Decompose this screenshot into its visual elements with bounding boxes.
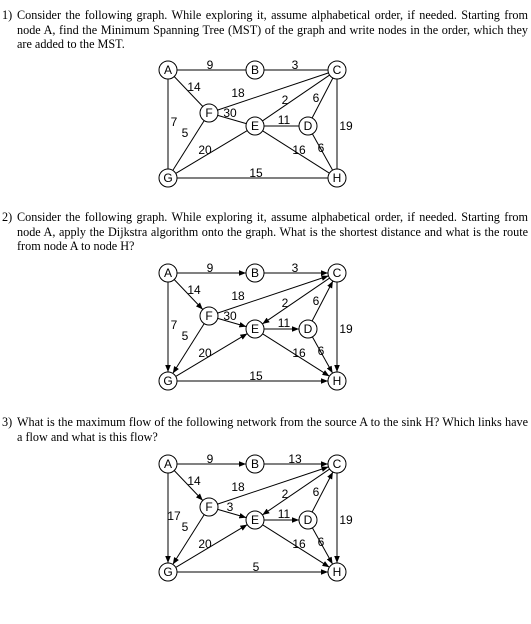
- edge-weight-g-h: 15: [249, 166, 263, 180]
- edge-weight-f-c: 18: [231, 86, 245, 100]
- question-2-text: Consider the following graph. While exploring it, assume alphabetical order, if needed. Starting from node A, apply the Dijkstra algorithm onto the graph. What is the shortest distance and what is the route from node A to node H?: [17, 210, 528, 253]
- node-label-h: H: [332, 565, 342, 579]
- question-3: [2, 415, 528, 444]
- node-b: [246, 61, 264, 79]
- question-1-number: 1): [2, 8, 13, 22]
- edge-c-e: [262, 469, 329, 515]
- edge-weight-g-h: 15: [249, 369, 263, 383]
- node-c: [328, 61, 346, 79]
- edge-weight-a-g: 17: [167, 509, 181, 523]
- node-label-h: H: [332, 374, 342, 388]
- node-label-e: E: [250, 322, 260, 336]
- edge-weight-b-c: 3: [291, 58, 299, 72]
- edge-weight-f-e: 30: [223, 106, 237, 120]
- question-1-text: Consider the following graph. While exploring it, assume alphabetical order, if needed. Starting from node A, find the Minimum Spanning Tree (MST) of the graph and write nodes in the order, which they are added to the MST.: [17, 8, 528, 51]
- node-label-g: G: [163, 565, 173, 579]
- edge-weight-c-h: 19: [339, 322, 353, 336]
- node-c: [328, 264, 346, 282]
- edge-weight-a-b: 9: [206, 58, 214, 72]
- edge-weight-e-h: 16: [292, 346, 306, 360]
- node-label-c: C: [332, 266, 342, 280]
- edge-weight-d-c: 6: [312, 485, 320, 499]
- node-label-d: D: [303, 513, 313, 527]
- edge-weight-f-c: 18: [231, 480, 245, 494]
- node-d: [299, 320, 317, 338]
- node-label-a: A: [163, 457, 173, 471]
- edge-weight-d-h: 6: [317, 141, 325, 155]
- node-f: [200, 104, 218, 122]
- node-b: [246, 264, 264, 282]
- edge-weight-e-d: 11: [277, 113, 291, 127]
- edge-weight-c-e: 2: [281, 487, 289, 501]
- node-label-e: E: [250, 119, 260, 133]
- node-label-b: B: [250, 63, 260, 77]
- node-h: [328, 563, 346, 581]
- node-d: [299, 511, 317, 529]
- question-3-graph: [150, 450, 360, 590]
- edge-weight-a-f: 14: [187, 80, 201, 94]
- node-g: [159, 563, 177, 581]
- edge-weight-a-g: 7: [170, 115, 178, 129]
- node-e: [246, 117, 264, 135]
- question-2-number: 2): [2, 210, 13, 224]
- node-label-c: C: [332, 457, 342, 471]
- node-c: [328, 455, 346, 473]
- edge-weight-f-c: 18: [231, 289, 245, 303]
- edge-weight-d-h: 6: [317, 535, 325, 549]
- edge-weight-a-b: 9: [206, 452, 214, 466]
- node-label-h: H: [332, 171, 342, 185]
- question-3-text: What is the maximum flow of the following network from the source A to the sink H? Which links have a flow and what is this flow?: [17, 415, 528, 444]
- question-1-graph: [150, 56, 360, 196]
- node-a: [159, 455, 177, 473]
- node-label-f: F: [205, 309, 213, 323]
- node-d: [299, 117, 317, 135]
- node-g: [159, 372, 177, 390]
- node-label-f: F: [205, 106, 213, 120]
- question-2: [2, 210, 528, 254]
- node-f: [200, 307, 218, 325]
- node-b: [246, 455, 264, 473]
- edge-weight-f-e: 3: [226, 500, 234, 514]
- edge-weight-e-h: 16: [292, 143, 306, 157]
- node-label-c: C: [332, 63, 342, 77]
- edge-weight-f-e: 30: [223, 309, 237, 323]
- node-h: [328, 169, 346, 187]
- node-label-a: A: [163, 63, 173, 77]
- edge-c-e: [262, 278, 329, 324]
- node-e: [246, 320, 264, 338]
- edge-weight-c-h: 19: [339, 513, 353, 527]
- node-g: [159, 169, 177, 187]
- node-label-g: G: [163, 171, 173, 185]
- edge-weight-e-g: 20: [198, 143, 212, 157]
- node-f: [200, 498, 218, 516]
- node-label-f: F: [205, 500, 213, 514]
- node-e: [246, 511, 264, 529]
- node-label-g: G: [163, 374, 173, 388]
- node-label-a: A: [163, 266, 173, 280]
- edge-weight-g-e: 20: [198, 537, 212, 551]
- node-a: [159, 61, 177, 79]
- node-label-b: B: [250, 457, 260, 471]
- edge-weight-b-c: 3: [291, 261, 299, 275]
- node-label-e: E: [250, 513, 260, 527]
- question-3-number: 3): [2, 415, 13, 429]
- edge-weight-a-f: 14: [187, 474, 201, 488]
- edge-weight-d-h: 6: [317, 344, 325, 358]
- edge-weight-d-c: 6: [312, 294, 320, 308]
- edge-weight-f-g: 5: [181, 126, 189, 140]
- question-2-graph: [150, 259, 360, 399]
- edge-weight-c-e: 2: [281, 296, 289, 310]
- edge-weight-e-h: 16: [292, 537, 306, 551]
- edge-weight-c-h: 19: [339, 119, 353, 133]
- node-label-d: D: [303, 119, 313, 133]
- edge-weight-e-c: 2: [281, 93, 289, 107]
- edge-weight-a-b: 9: [206, 261, 214, 275]
- edge-weight-d-c: 6: [312, 91, 320, 105]
- node-h: [328, 372, 346, 390]
- edge-weight-g-e: 20: [198, 346, 212, 360]
- node-label-b: B: [250, 266, 260, 280]
- question-1: [2, 8, 528, 52]
- edge-weight-a-f: 14: [187, 283, 201, 297]
- edge-weight-g-h: 5: [252, 560, 260, 574]
- node-label-d: D: [303, 322, 313, 336]
- edge-weight-a-g: 7: [170, 318, 178, 332]
- edge-e-c: [262, 75, 329, 121]
- node-a: [159, 264, 177, 282]
- edge-weight-b-c: 13: [288, 452, 302, 466]
- edge-weight-f-g: 5: [181, 520, 189, 534]
- edge-weight-f-g: 5: [181, 329, 189, 343]
- edge-weight-e-d: 11: [277, 316, 291, 330]
- edge-weight-e-d: 11: [277, 507, 291, 521]
